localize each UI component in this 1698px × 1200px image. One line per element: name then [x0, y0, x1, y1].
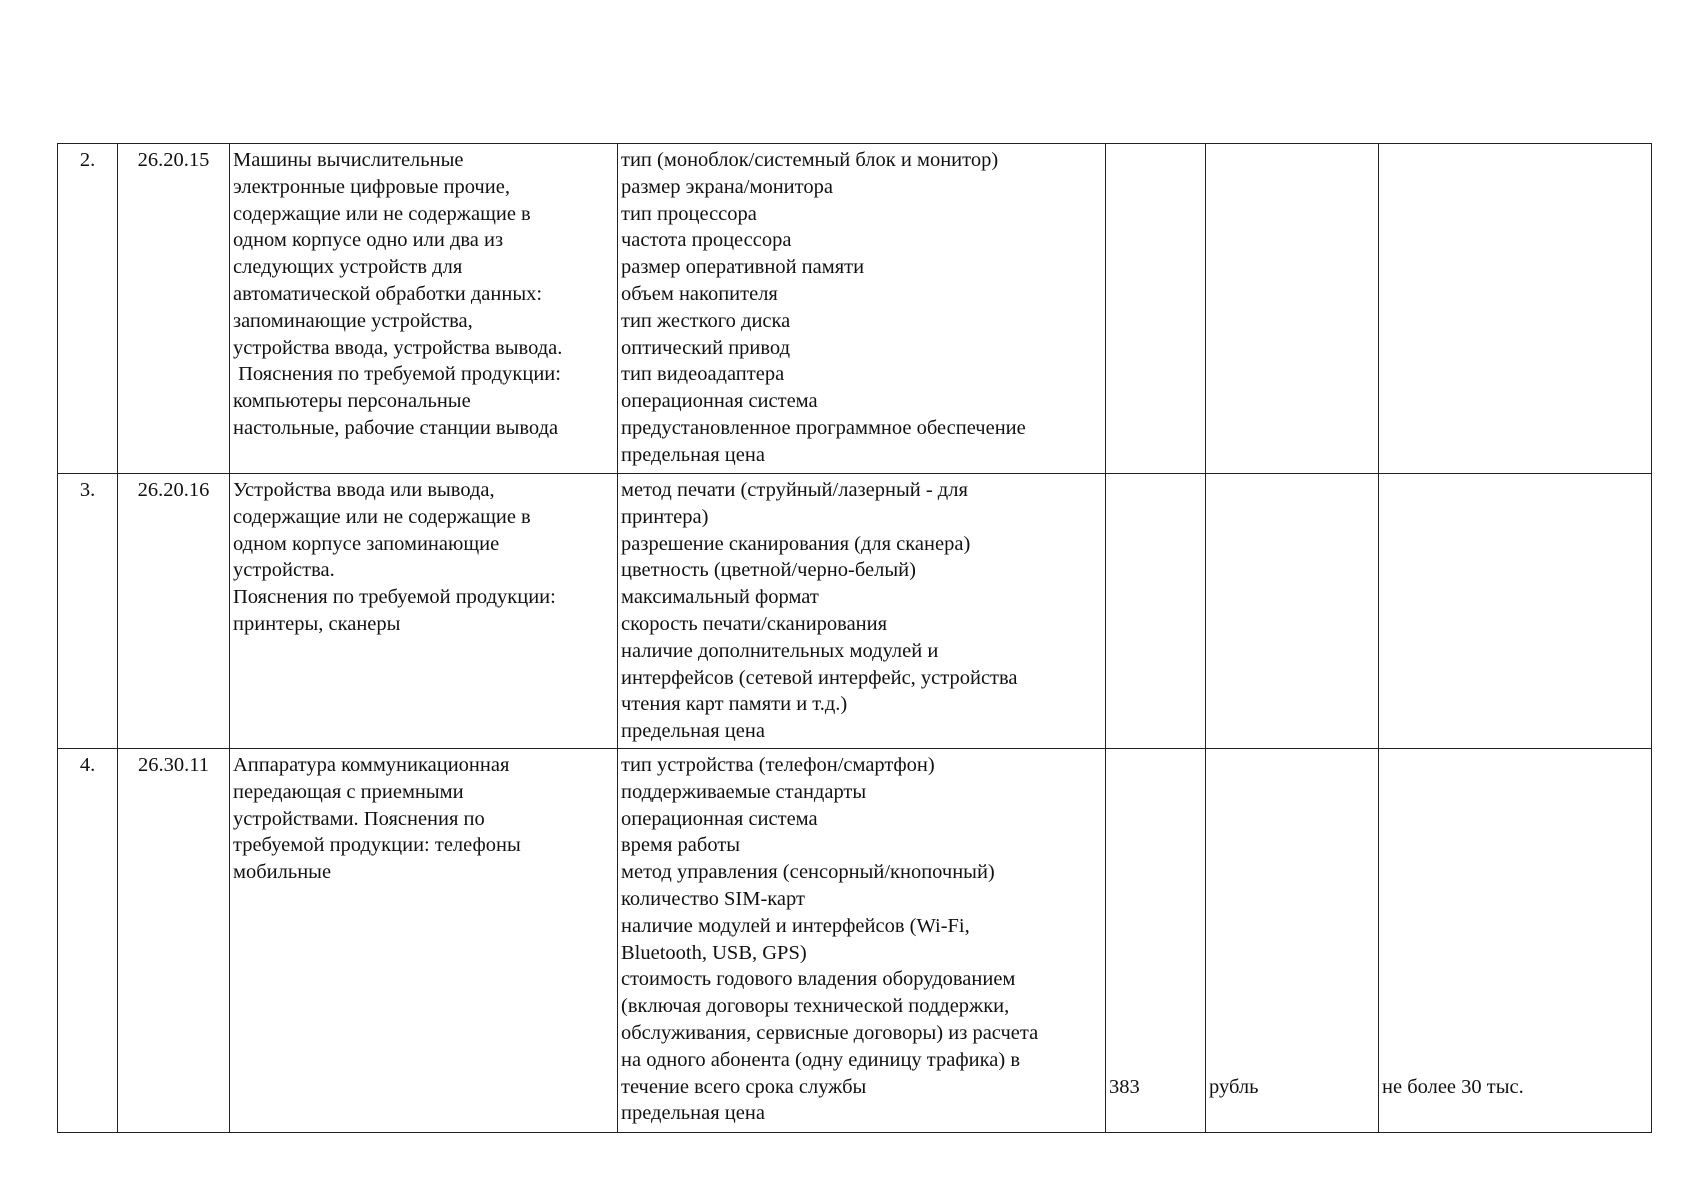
- characteristics-cell: [618, 749, 1106, 1133]
- characteristic-line: скорость печати/сканирования: [621, 612, 888, 635]
- okpd2-code-cell: [118, 474, 230, 749]
- characteristic-line: тип устройства (телефон/смартфон): [621, 754, 935, 776]
- row-number-cell: [58, 144, 118, 474]
- product-name-line: одном корпусе одно или два из: [233, 229, 504, 252]
- product-name-line: Аппаратура коммуникационная: [233, 754, 510, 776]
- characteristic-line: тип (моноблок/системный блок и монитор): [621, 149, 999, 171]
- product-name-line: следующих устройств для: [233, 256, 463, 279]
- okpd2-code: 26.20.16: [137, 479, 210, 501]
- value-cell: [1379, 749, 1652, 1133]
- characteristic-line: тип жесткого диска: [621, 309, 791, 332]
- table-body: [58, 144, 1652, 1133]
- product-name-line: содержащие или не содержащие в: [233, 202, 531, 225]
- cell-spacer: [1109, 752, 1202, 1074]
- characteristics-cell: [618, 474, 1106, 749]
- characteristic-line: предельная цена: [621, 720, 765, 743]
- characteristic-line: тип видеоадаптера: [621, 363, 785, 386]
- product-name-cell: [230, 749, 618, 1133]
- cell-spacer: [1209, 752, 1375, 1074]
- row-number: 3.: [79, 479, 96, 501]
- characteristic-line: объем накопителя: [621, 282, 778, 305]
- product-name-line: Пояснения по требуемой продукции:: [233, 363, 561, 386]
- product-name-line: передающая с приемными: [233, 780, 464, 803]
- characteristic-line: течение всего срока службы: [621, 1075, 867, 1098]
- characteristic-line: предельная цена: [621, 1102, 765, 1125]
- row-number: 4.: [79, 754, 96, 776]
- product-name-cell: [230, 474, 618, 749]
- characteristic-line: операционная система: [621, 390, 818, 413]
- product-name-line: компьютеры персональные: [233, 390, 471, 413]
- cell-spacer: [1382, 752, 1648, 1074]
- value-cell: [1379, 474, 1652, 749]
- product-name-line: Пояснения по требуемой продукции:: [233, 586, 556, 609]
- okei-code-cell: [1106, 749, 1206, 1133]
- characteristic-line: разрешение сканирования (для сканера): [621, 532, 971, 555]
- table-row: [58, 474, 1652, 749]
- product-name-line: устройства ввода, устройства вывода.: [233, 336, 563, 359]
- characteristic-line: оптический привод: [621, 336, 791, 359]
- characteristic-value: не более 30 тыс.: [1382, 1075, 1524, 1098]
- product-name-line: настольные, рабочие станции вывода: [233, 416, 559, 439]
- unit-cell: [1206, 474, 1379, 749]
- characteristic-line: обслуживания, сервисные договоры) из расчета: [621, 1021, 1039, 1044]
- characteristic-line: наличие дополнительных модулей и: [621, 639, 939, 662]
- unit-cell: [1206, 749, 1379, 1133]
- row-number-cell: [58, 474, 118, 749]
- characteristic-line: принтера): [621, 505, 709, 528]
- characteristic-line: время работы: [621, 834, 741, 857]
- unit-cell: [1206, 144, 1379, 474]
- product-name-line: запоминающие устройства,: [233, 309, 473, 332]
- product-name-line: Машины вычислительные: [233, 149, 464, 171]
- characteristic-line: цветность (цветной/черно-белый): [621, 559, 916, 582]
- product-name-line: автоматической обработки данных:: [233, 282, 543, 305]
- okei-code-cell: [1106, 474, 1206, 749]
- product-name-line: принтеры, сканеры: [233, 612, 401, 635]
- characteristic-line: Bluetooth, USB, GPS): [621, 941, 807, 964]
- okpd2-code-cell: [118, 144, 230, 474]
- characteristic-line: поддерживаемые стандарты: [621, 780, 867, 803]
- characteristic-line: интерфейсов (сетевой интерфейс, устройства: [621, 666, 1018, 689]
- table-row: [58, 144, 1652, 474]
- characteristics-cell: [618, 144, 1106, 474]
- characteristic-line: предельная цена: [621, 443, 765, 466]
- characteristic-line: размер экрана/монитора: [621, 175, 833, 198]
- table-row: [58, 749, 1652, 1133]
- product-name-line: содержащие или не содержащие в: [233, 505, 531, 528]
- characteristic-line: максимальный формат: [621, 586, 819, 609]
- product-name-cell: [230, 144, 618, 474]
- product-name-line: требуемой продукции: телефоны: [233, 834, 521, 857]
- okpd2-code-cell: [118, 749, 230, 1133]
- characteristic-line: чтения карт памяти и т.д.): [621, 693, 848, 716]
- characteristic-line: тип процессора: [621, 202, 757, 225]
- value-cell: [1379, 144, 1652, 474]
- product-name-line: одном корпусе запоминающие: [233, 532, 500, 555]
- characteristic-line: стоимость годового владения оборудованием: [621, 968, 1016, 991]
- specification-table: [57, 143, 1652, 1133]
- unit-name: рубль: [1209, 1075, 1259, 1098]
- product-name-line: мобильные: [233, 861, 332, 884]
- characteristic-line: метод управления (сенсорный/кнопочный): [621, 861, 995, 884]
- characteristic-line: размер оперативной памяти: [621, 256, 865, 279]
- characteristic-line: метод печати (струйный/лазерный - для: [621, 479, 968, 501]
- characteristic-line: частота процессора: [621, 229, 792, 252]
- product-name-line: электронные цифровые прочие,: [233, 175, 510, 198]
- characteristic-line: количество SIM-карт: [621, 887, 805, 910]
- characteristic-line: наличие модулей и интерфейсов (Wi-Fi,: [621, 914, 970, 937]
- product-name-line: устройствами. Пояснения по: [233, 807, 485, 830]
- product-name-line: устройства.: [233, 559, 335, 582]
- characteristic-line: на одного абонента (одну единицу трафика) в: [621, 1048, 1020, 1071]
- characteristic-line: операционная система: [621, 807, 818, 830]
- characteristic-line: предустановленное программное обеспечение: [621, 416, 1026, 439]
- characteristic-line: (включая договоры технической поддержки,: [621, 995, 1010, 1018]
- okei-code-cell: [1106, 144, 1206, 474]
- okei-code: 383: [1109, 1075, 1140, 1098]
- row-number: 2.: [79, 149, 96, 171]
- product-name-line: Устройства ввода или вывода,: [233, 479, 495, 501]
- okpd2-code: 26.20.15: [137, 149, 210, 171]
- okpd2-code: 26.30.11: [138, 754, 209, 776]
- row-number-cell: [58, 749, 118, 1133]
